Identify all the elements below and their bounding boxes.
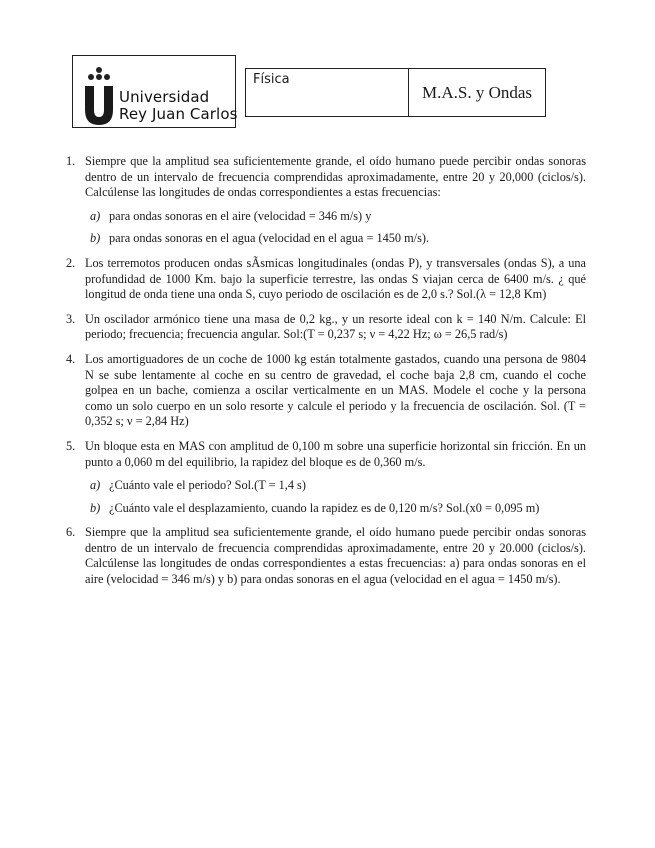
subitem-text: ¿Cuánto vale el desplazamiento, cuando la rapidez es de 0,120 m/s? Sol.(x0 = 0,095 m) [109,500,540,515]
logo-line-1: Universidad [119,88,210,106]
subitem-label: b) [90,231,101,246]
urjc-emblem-icon [79,64,119,126]
problem-text: Los terremotos producen ondas sÃsmicas longitudinales (ondas P), y transversales (ondas S), a una profundidad de 1000 Km. bajo la superficie terrestre, las ondas S viajan cerca de 6400 m/s. ¿ qué longitud de onda tiene una onda S, cuyo periodo de oscilación es de 2,0 s.? Sol.(λ = 12,8 Km) [85,255,586,302]
problem-number: 4. [66,351,76,366]
topic-title: M.A.S. y Ondas [421,82,533,102]
subitem-text: ¿Cuánto vale el periodo? Sol.(T = 1,4 s) [109,478,306,493]
problem-number: 1. [66,154,76,168]
problem-text: Los amortiguadores de un coche de 1000 kg están totalmente gastados, cuando una persona de 9804 N se sube lentamente al coche en su centro de gravedad, el coche baja 2,8 cm, cuando el coche golpea en un bache, comienza a oscilar verticalmente en un MAS. Modele el coche y la persona como un solo cuerpo en un solo resorte y calcule el periodo y la frecuencia de oscilación. Sol. (T = 0,352 s; ν = 2,84 Hz) [85,351,586,429]
problem-text: Siempre que la amplitud sea suficientemente grande, el oído humano puede percibir ondas sonoras dentro de un intervalo de frecuencia comprendidas aproximadamente, entre 20 y 20.000 (ciclos/s). Calcúlense las longitudes de ondas correspondientes a estas frecuencias: a) para ondas sonoras en el aire (velocidad = 346 m/s) y b) para ondas sonoras en el agua (velocidad en el agua = 1450 m/s). [85,525,586,587]
problem-1 [66,154,586,247]
university-logo [72,55,236,128]
course-header [245,68,546,117]
problem-5 [66,439,586,516]
subitem-a [85,209,586,225]
problem-number: 2. [66,255,76,270]
subitem-b [85,501,586,517]
problem-number: 3. [66,311,76,326]
problem-3 [66,312,586,343]
subitem-text: para ondas sonoras en el agua (velocidad en el agua = 1450 m/s). [109,231,430,246]
subitem-b [85,231,586,247]
subitem-label: b) [90,500,101,515]
problem-text: Un oscilador armónico tiene una masa de 0,2 kg., y un resorte ideal con k = 140 N/m. Calcule: El periodo; frecuencia; frecuencia angular. Sol:(T = 0,237 s; ν = 4,22 Hz; ω = 26,5 rad/s) [85,311,586,342]
problem-text: Un bloque esta en MAS con amplitud de 0,100 m sobre una superficie horizontal sin fricción. En un punto a 0,060 m del equilibrio, la rapidez del bloque es de 0,360 m/s. [85,438,586,469]
problem-6 [66,525,586,587]
subitem-label: a) [90,478,101,493]
subject-label: Física [246,69,409,116]
logo-line-2: Rey Juan Carlos [119,105,238,123]
problem-4 [66,352,586,430]
problem-number: 6. [66,525,76,540]
problem-text: Siempre que la amplitud sea suficientemente grande, el oído humano puede percibir ondas sonoras dentro de un intervalo de frecuencia comprendidas aproximadamente, entre 20 y 20,000 (ciclos/s). Calcúlense las longitudes de ondas correspondientes a estas frecuencias: [85,154,586,200]
problem-list [66,154,586,597]
subitem-label: a) [90,208,101,223]
problem-number: 5. [66,438,76,453]
problem-2 [66,256,586,303]
subitem-a [85,478,586,494]
subitem-text: para ondas sonoras en el aire (velocidad = 346 m/s) y [109,208,372,223]
